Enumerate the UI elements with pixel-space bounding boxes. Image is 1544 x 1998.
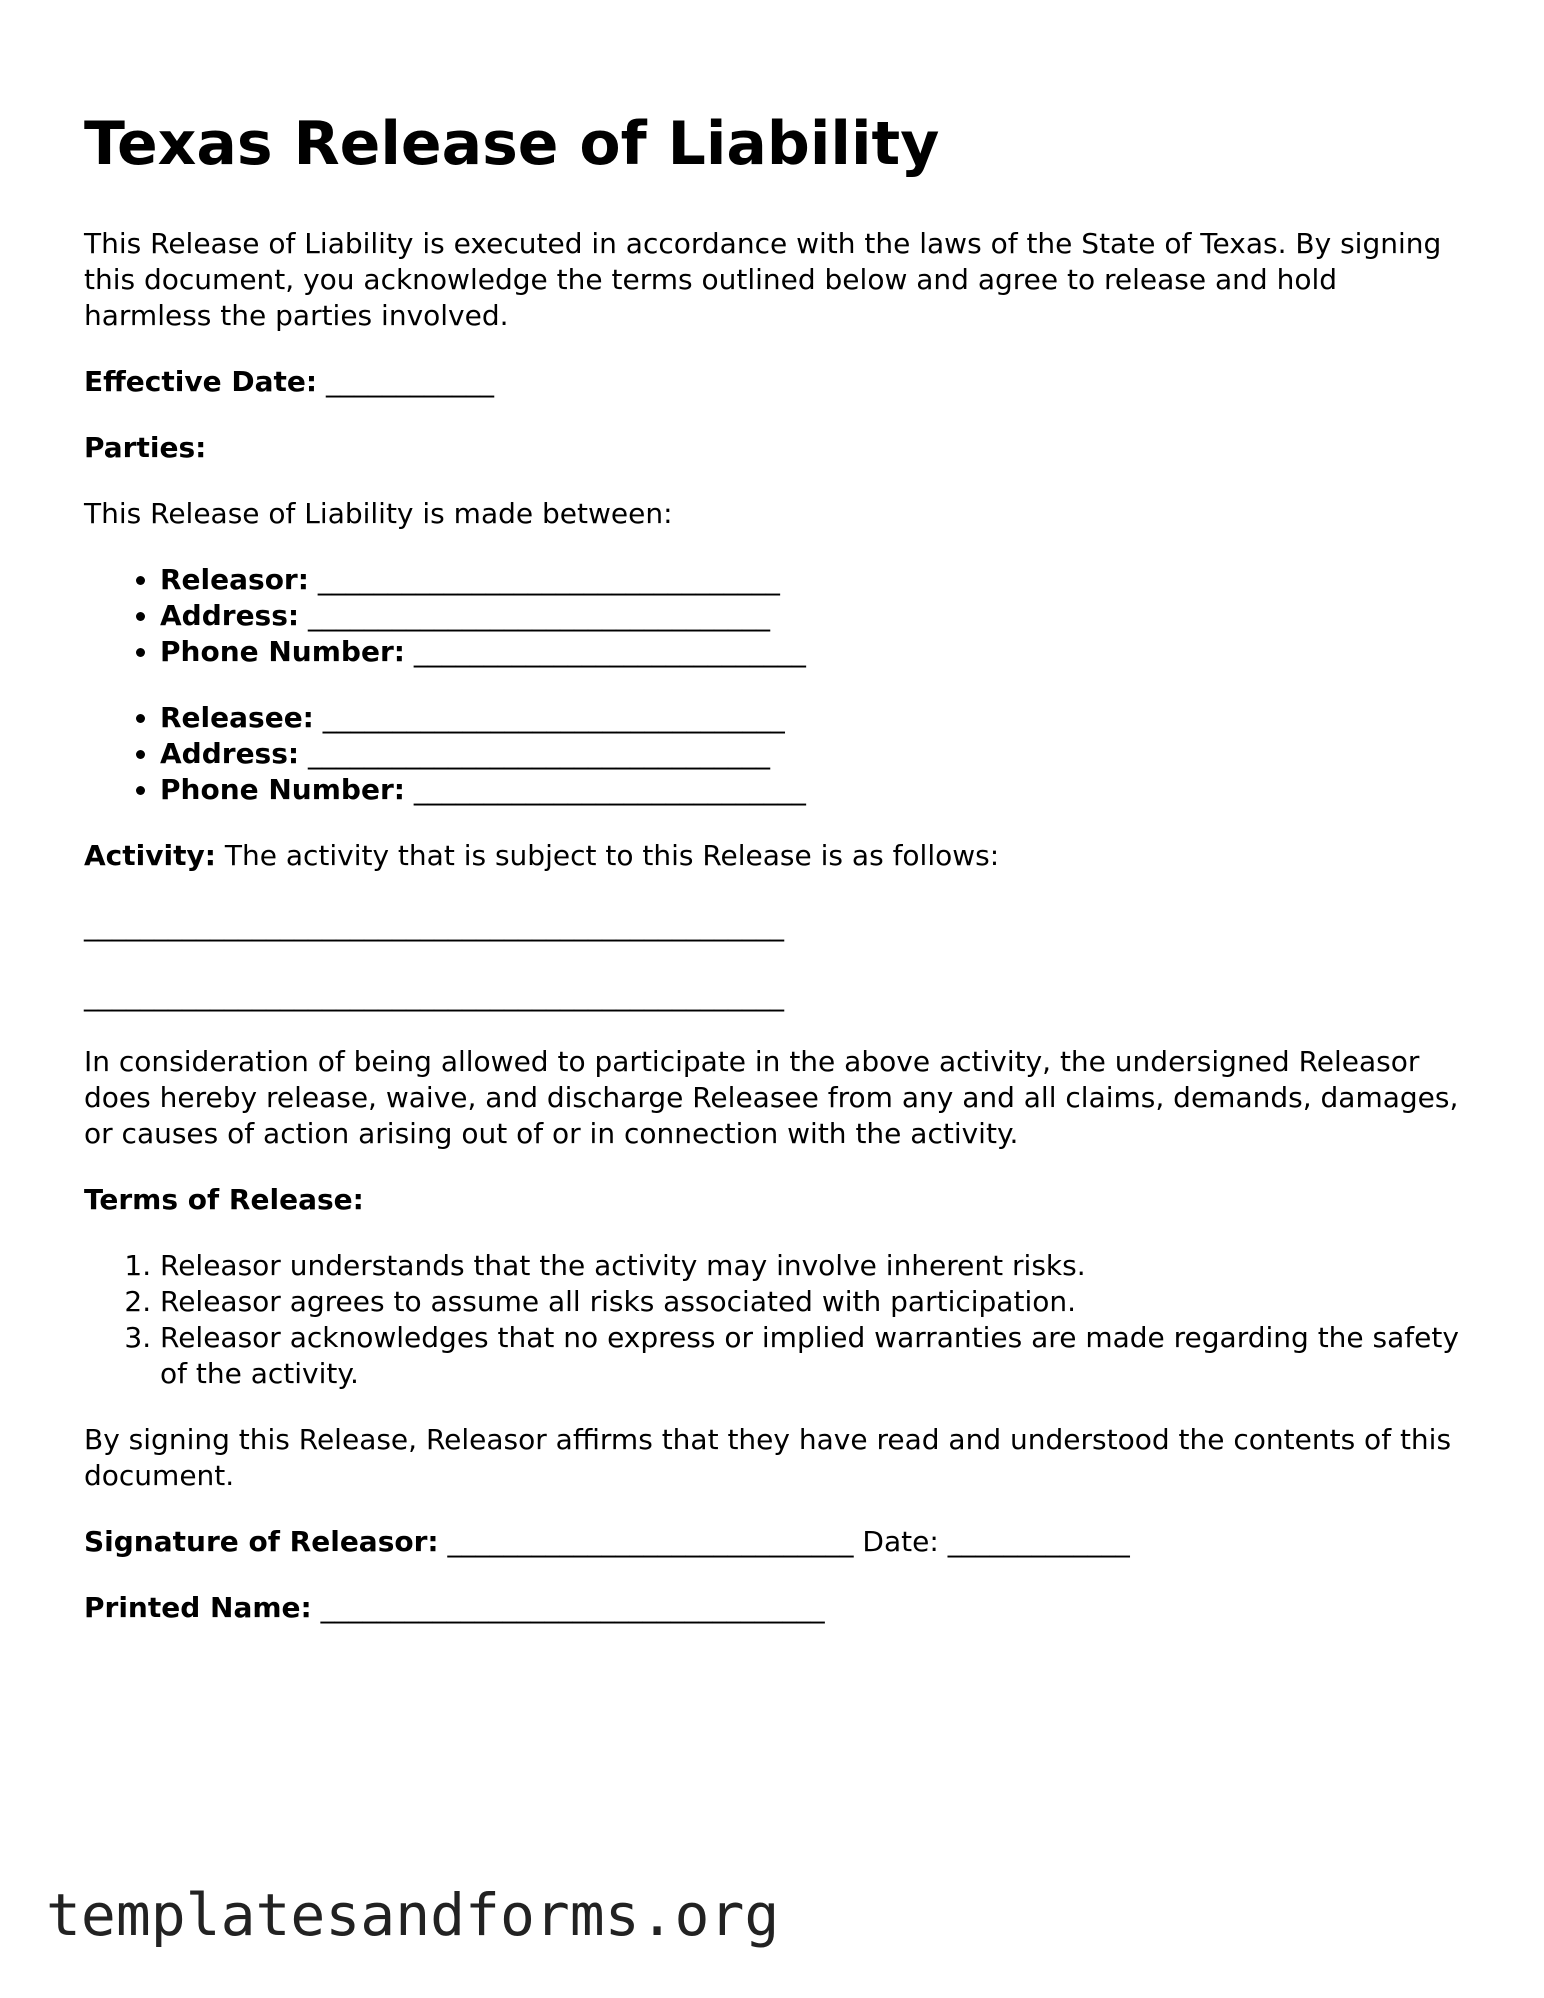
footer-watermark: templatesandforms.org	[46, 1881, 780, 1949]
printed-name-line	[84, 1590, 1464, 1626]
activity-blank-line-1: __________________________________________________	[84, 909, 784, 942]
releasee-address-label: Address:	[160, 737, 300, 770]
list-item	[160, 634, 1464, 670]
parties-heading-text: Parties:	[84, 431, 207, 464]
releasee-name-label: Releasee:	[160, 701, 314, 734]
document-body	[84, 104, 1464, 1656]
releasor-list	[84, 562, 1464, 670]
intro-paragraph: This Release of Liability is executed in accordance with the laws of the State of Texas. By signing this document, you acknowledge the terms outlined below and agree to release and hold harmless the parties involved.	[84, 227, 1442, 332]
parties-heading	[84, 430, 1464, 466]
list-item: 1. Releasor understands that the activity may involve inherent risks.	[160, 1248, 1464, 1284]
releasor-name-label: Releasor:	[160, 563, 309, 596]
terms-heading-text: Terms of Release:	[84, 1183, 364, 1216]
activity-text: The activity that is subject to this Release is as follows:	[224, 839, 1000, 872]
affirmation-paragraph: By signing this Release, Releasor affirms that they have read and understood the contents of this document.	[84, 1423, 1452, 1492]
releasor-phone-label: Phone Number:	[160, 635, 405, 668]
signature-line	[84, 1524, 1464, 1560]
releasee-phone-label: Phone Number:	[160, 773, 405, 806]
releasor-name-blank: _________________________________	[317, 563, 780, 596]
signature-blank: _____________________________	[447, 1525, 854, 1558]
releasee-name-blank: _________________________________	[322, 701, 785, 734]
releasee-address-blank: _________________________________	[308, 737, 770, 770]
signature-date-blank: _____________	[947, 1525, 1130, 1558]
terms-heading	[84, 1182, 1464, 1218]
activity-label: Activity:	[84, 839, 216, 872]
parties-intro: This Release of Liability is made between:	[84, 497, 673, 530]
list-item	[160, 598, 1464, 634]
releasee-phone-blank: ____________________________	[413, 773, 806, 806]
releasee-list	[84, 700, 1464, 808]
list-item	[160, 736, 1464, 772]
terms-list	[84, 1248, 1464, 1392]
releasor-address-blank: _________________________________	[308, 599, 770, 632]
document-title: Texas Release of Liability	[84, 109, 940, 179]
consideration-paragraph: In consideration of being allowed to participate in the above activity, the undersigned Releasor does hereby release, waive, and discharge Releasee from any and all claims, demands, damages, or causes of action arising out of or in connection with the activity.	[84, 1045, 1459, 1150]
printed-name-label: Printed Name:	[84, 1591, 312, 1624]
releasor-address-label: Address:	[160, 599, 300, 632]
list-item	[160, 772, 1464, 808]
printed-name-blank: ____________________________________	[320, 1591, 825, 1624]
list-item: 2. Releasor agrees to assume all risks associated with participation.	[160, 1284, 1464, 1320]
list-item	[160, 700, 1464, 736]
signature-date-label: Date:	[862, 1525, 939, 1558]
effective-date-label: Effective Date:	[84, 365, 318, 398]
signature-label: Signature of Releasor:	[84, 1525, 439, 1558]
list-item	[160, 562, 1464, 598]
effective-date-line	[84, 364, 1464, 400]
activity-line	[84, 838, 1464, 874]
effective-date-blank: ____________	[325, 365, 494, 398]
activity-blank-line-2: __________________________________________________	[84, 979, 784, 1012]
releasor-phone-blank: ____________________________	[413, 635, 806, 668]
list-item: 3. Releasor acknowledges that no express or implied warranties are made regarding the safety of the activity.	[160, 1320, 1464, 1392]
